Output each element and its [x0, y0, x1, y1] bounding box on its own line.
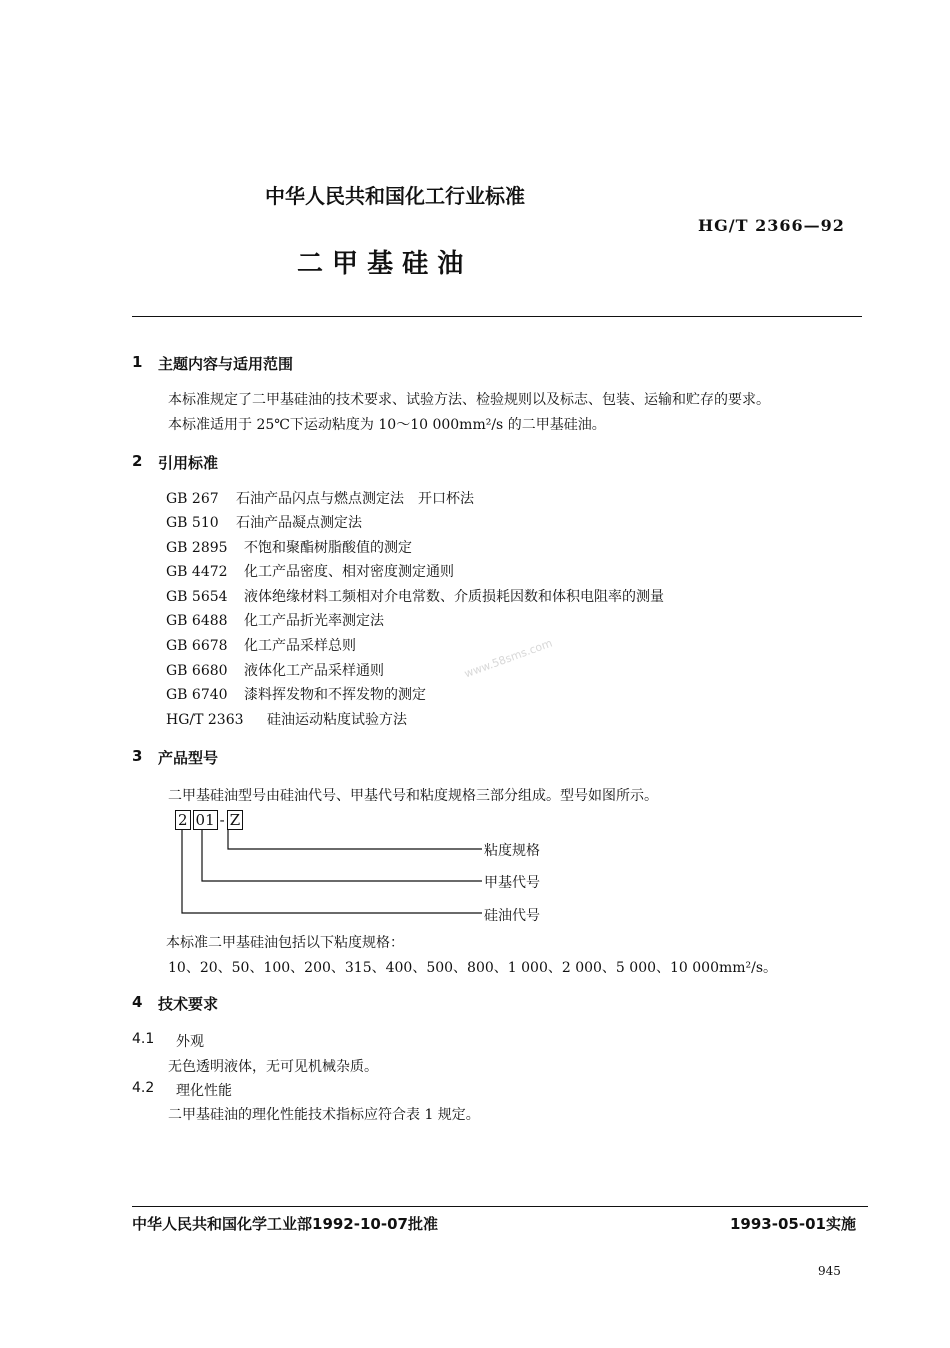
viscosity-leader-line: [228, 830, 482, 849]
section-1-title: 主题内容与适用范围: [158, 355, 294, 373]
methyl-code-box: 01: [193, 810, 218, 830]
methyl-leader-line: [202, 830, 482, 881]
ref-name: 液体绝缘材料工频相对介电常数、介质损耗因数和体积电阻率的测量: [244, 589, 664, 605]
ref-item: [166, 586, 664, 606]
subsection-4-2-text: 二甲基硅油的理化性能技术指标应符合表 1 规定。: [168, 1107, 480, 1123]
ref-item: [166, 635, 356, 655]
ref-code: GB 510: [166, 515, 219, 531]
section-1-number: 1: [132, 353, 143, 371]
section-1-paragraph-2: 本标准适用于 25℃下运动粘度为 10～10 000mm²/s 的二甲基硅油。: [168, 417, 606, 433]
ref-name: 化工产品采样总则: [244, 638, 356, 654]
ref-name: 漆料挥发物和不挥发物的测定: [244, 687, 426, 703]
ref-item: [166, 684, 426, 704]
silicone-leader-line: [182, 830, 482, 913]
methyl-code-label: 甲基代号: [484, 875, 540, 891]
ref-name: 硅油运动粘度试验方法: [267, 712, 407, 728]
ref-code: GB 6488: [166, 613, 228, 629]
model-code-dash: -: [219, 811, 225, 829]
subsection-4-2-number: 4.2: [132, 1080, 155, 1096]
section-3-title: 产品型号: [158, 749, 219, 767]
section-2-title: 引用标准: [158, 454, 219, 472]
effective-date: 1993-05-01实施: [730, 1215, 856, 1233]
ref-code: GB 6678: [166, 638, 228, 654]
ref-name: 不饱和聚酯树脂酸值的测定: [244, 540, 412, 556]
ref-code: GB 6740: [166, 687, 228, 703]
ref-name: 化工产品折光率测定法: [244, 613, 384, 629]
ref-code: HG/T 2363: [166, 712, 244, 728]
watermark-text: www.58sms.com: [462, 636, 555, 681]
viscosity-spec-label: 粘度规格: [484, 843, 540, 859]
ref-item: [166, 561, 454, 581]
ref-name: 液体化工产品采样通则: [244, 663, 384, 679]
ref-item: [166, 660, 384, 680]
subsection-4-1-title: 外观: [176, 1034, 204, 1050]
ref-name: 石油产品凝点测定法: [236, 515, 362, 531]
ref-code: GB 267: [166, 491, 219, 507]
ref-code: GB 5654: [166, 589, 228, 605]
ref-code: GB 6680: [166, 663, 228, 679]
page-number: 945: [818, 1264, 841, 1278]
header-rule: [132, 316, 862, 317]
section-2-number: 2: [132, 452, 143, 470]
silicone-code-label: 硅油代号: [484, 908, 540, 924]
subsection-4-2-title: 理化性能: [176, 1083, 232, 1099]
section-3-paragraph-2: 本标准二甲基硅油包括以下粘度规格：: [166, 935, 404, 951]
silicone-code-box: 2: [175, 810, 191, 830]
model-code-boxes: [175, 810, 243, 830]
standard-code: HG/T 2366—92: [698, 216, 845, 235]
ref-name: 化工产品密度、相对密度测定通则: [244, 564, 454, 580]
viscosity-code-box: Z: [227, 810, 243, 830]
issuer-title: 中华人民共和国化工行业标准: [265, 184, 525, 208]
subsection-4-1-text: 无色透明液体，无可见机械杂质。: [168, 1059, 378, 1075]
ref-item: [166, 537, 412, 557]
section-1-paragraph-1: 本标准规定了二甲基硅油的技术要求、试验方法、检验规则以及标志、包装、运输和贮存的要求。: [168, 392, 770, 408]
ref-code: GB 2895: [166, 540, 228, 556]
section-4-number: 4: [132, 993, 143, 1011]
section-4-title: 技术要求: [158, 995, 219, 1013]
ref-code: GB 4472: [166, 564, 228, 580]
ref-item: [166, 610, 384, 630]
subsection-4-1-number: 4.1: [132, 1031, 155, 1047]
ref-item: [166, 709, 407, 729]
approval-line: 中华人民共和国化学工业部1992-10-07批准: [132, 1215, 438, 1233]
section-3-number: 3: [132, 747, 143, 765]
viscosity-grades: 10、20、50、100、200、315、400、500、800、1 000、2 000、5 000、10 000mm²/s。: [168, 960, 778, 976]
document-title: 二 甲 基 硅 油: [297, 249, 464, 279]
model-diagram-lines: [170, 828, 490, 920]
ref-name: 石油产品闪点与燃点测定法 开口杯法: [236, 491, 474, 507]
ref-item: [166, 488, 474, 508]
section-3-paragraph-1: 二甲基硅油型号由硅油代号、甲基代号和粘度规格三部分组成。型号如图所示。: [168, 788, 658, 804]
ref-item: [166, 512, 362, 532]
footer-rule: [132, 1206, 868, 1207]
